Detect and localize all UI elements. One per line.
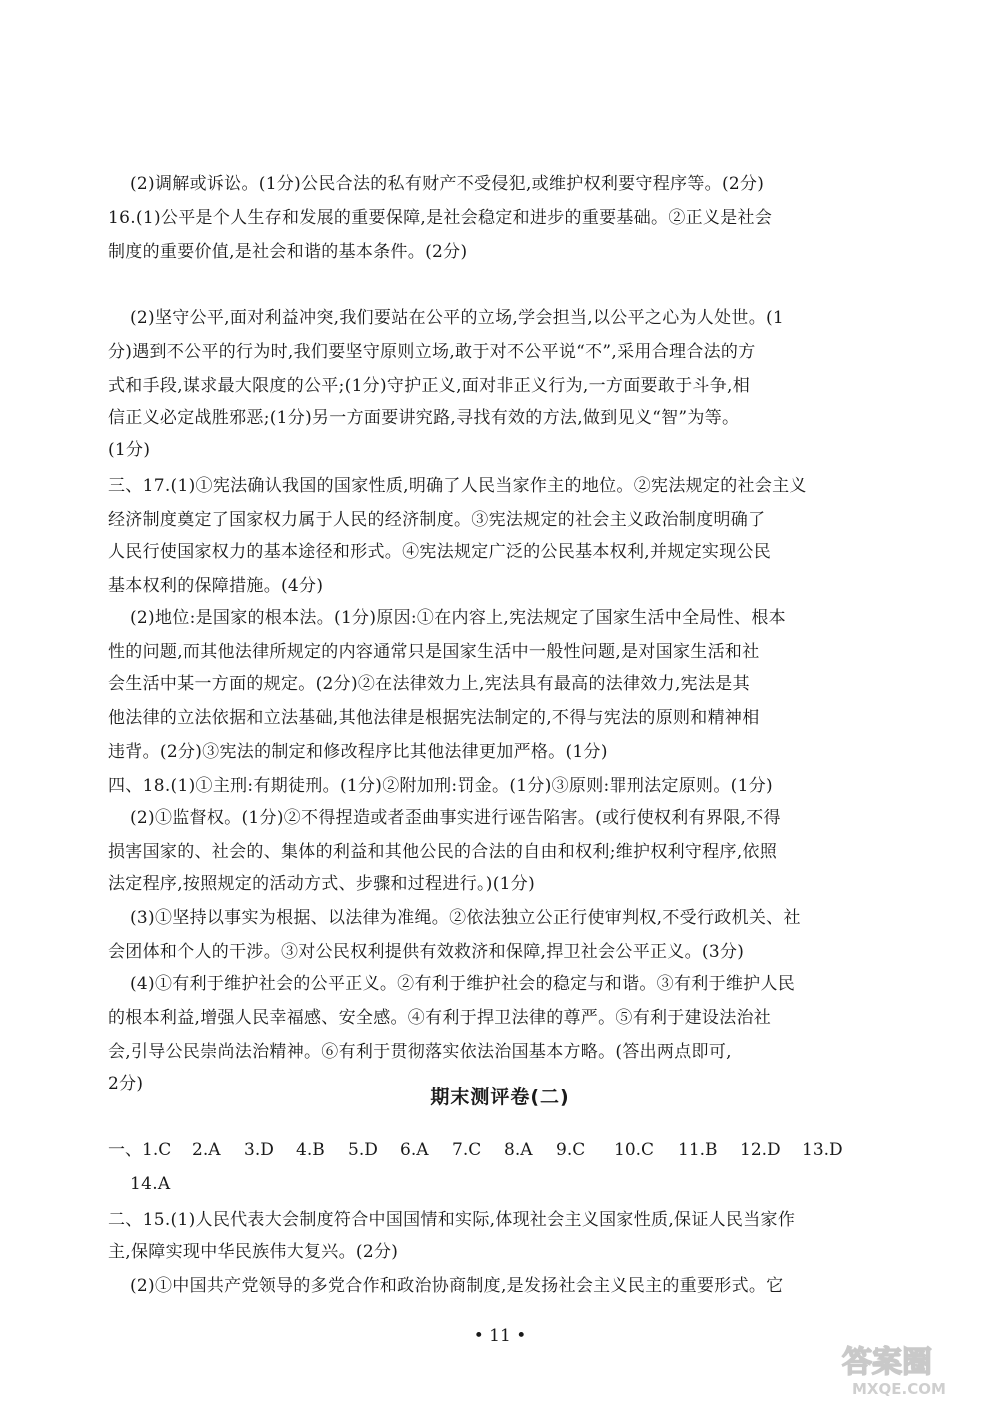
mc-answer: 13.D	[802, 1140, 843, 1160]
mc-answer: 4.B	[296, 1140, 325, 1160]
text-line: 二、15.(1)人民代表大会制度符合中国国情和实际,体现社会主义国家性质,保证人民当家作	[108, 1210, 796, 1230]
text-line: 的根本利益,增强人民幸福感、安全感。④有利于捍卫法律的尊严。⑤有利于建设法治社	[108, 1008, 772, 1028]
text-line: 人民行使国家权力的基本途径和形式。④宪法规定广泛的公民基本权利,并规定实现公民	[108, 542, 772, 562]
text-line: 经济制度奠定了国家权力属于人民的经济制度。③宪法规定的社会主义政治制度明确了	[108, 510, 766, 530]
text-line: (3)①坚持以事实为根据、以法律为准绳。②依法独立公正行使审判权,不受行政机关、社	[130, 908, 801, 928]
watermark-url: MXQE.COM	[852, 1380, 946, 1398]
text-line: 他法律的立法依据和立法基础,其他法律是根据宪法制定的,不得与宪法的原则和精神相	[108, 708, 760, 728]
text-line: (2)①监督权。(1分)②不得捏造或者歪曲事实进行诬告陷害。(或行使权利有界限,不得	[130, 808, 781, 828]
text-line: 损害国家的、社会的、集体的利益和其他公民的合法的自由和权利;维护权利守程序,依照	[108, 842, 778, 862]
text-line: (1分)	[108, 440, 151, 460]
mc-prefix: 一、	[108, 1140, 142, 1160]
section-title: 期末测评卷(二)	[430, 1086, 570, 1108]
text-line: 会团体和个人的干涉。③对公民权利提供有效救济和保障,捍卫社会公平正义。(3分)	[108, 942, 745, 962]
text-line: 三、17.(1)①宪法确认我国的国家性质,明确了人民当家作主的地位。②宪法规定的社会主义	[108, 476, 807, 496]
mc-answer: 5.D	[348, 1140, 378, 1160]
page-number: • 11 •	[473, 1326, 527, 1346]
mc-answer: 2.A	[192, 1140, 221, 1160]
text-line: 违背。(2分)③宪法的制定和修改程序比其他法律更加严格。(1分)	[108, 742, 608, 762]
mc-answer: 10.C	[614, 1140, 655, 1160]
mc-answer: 12.D	[740, 1140, 781, 1160]
watermark-logo-text: 答案圈	[842, 1345, 932, 1380]
text-line: 四、18.(1)①主刑:有期徒刑。(1分)②附加刑:罚金。(1分)③原则:罪刑法定原则。(1分)	[108, 776, 773, 796]
text-line: 性的问题,而其他法律所规定的内容通常只是国家生活中一般性问题,是对国家生活和社	[108, 642, 760, 662]
text-line: 基本权利的保障措施。(4分)	[108, 576, 324, 596]
text-line: 会生活中某一方面的规定。(2分)②在法律效力上,宪法具有最高的法律效力,宪法是其	[108, 674, 750, 694]
text-line: 信正义必定战胜邪恶;(1分)另一方面要讲究路,寻找有效的方法,做到见义“智”为等。	[108, 408, 740, 428]
text-line: (2)坚守公平,面对利益冲突,我们要站在公平的立场,学会担当,以公平之心为人处世。(1	[130, 308, 785, 328]
mc-answer: 7.C	[452, 1140, 482, 1160]
mc-answer-row	[108, 1138, 843, 1162]
text-line: 制度的重要价值,是社会和谐的基本条件。(2分)	[108, 242, 468, 262]
mc-answer: 8.A	[504, 1140, 533, 1160]
text-line: (2)地位:是国家的根本法。(1分)原因:①在内容上,宪法规定了国家生活中全局性、根本	[130, 608, 786, 628]
text-line: (2)①中国共产党领导的多党合作和政治协商制度,是发扬社会主义民主的重要形式。它	[130, 1276, 784, 1296]
mc-answer: 1.C	[142, 1140, 172, 1160]
mc-answer: 14.A	[130, 1174, 171, 1194]
watermark-logo	[832, 1338, 982, 1398]
text-line: 法定程序,按照规定的活动方式、步骤和过程进行。)(1分)	[108, 874, 536, 894]
text-line: 分)遇到不公平的行为时,我们要坚守原则立场,敢于对不公平说“不”,采用合理合法的方	[108, 342, 756, 362]
text-line: 会,引导公民崇尚法治精神。⑥有利于贯彻落实依法治国基本方略。(答出两点即可,	[108, 1042, 732, 1062]
text-line: 式和手段,谋求最大限度的公平;(1分)守护正义,面对非正义行为,一方面要敢于斗争,相	[108, 376, 751, 396]
text-line: (2)调解或诉讼。(1分)公民合法的私有财产不受侵犯,或维护权利要守程序等。(2分)	[130, 174, 765, 194]
mc-answer: 9.C	[556, 1140, 586, 1160]
mc-answer: 3.D	[244, 1140, 274, 1160]
mc-answer: 6.A	[400, 1140, 429, 1160]
text-line: 16.(1)公平是个人生存和发展的重要保障,是社会稳定和进步的重要基础。②正义是社会	[108, 208, 773, 228]
text-line: (4)①有利于维护社会的公平正义。②有利于维护社会的稳定与和谐。③有利于维护人民	[130, 974, 796, 994]
mc-answer: 11.B	[678, 1140, 718, 1160]
text-line: 2分)	[108, 1074, 144, 1094]
text-line: 主,保障实现中华民族伟大复兴。(2分)	[108, 1242, 399, 1262]
